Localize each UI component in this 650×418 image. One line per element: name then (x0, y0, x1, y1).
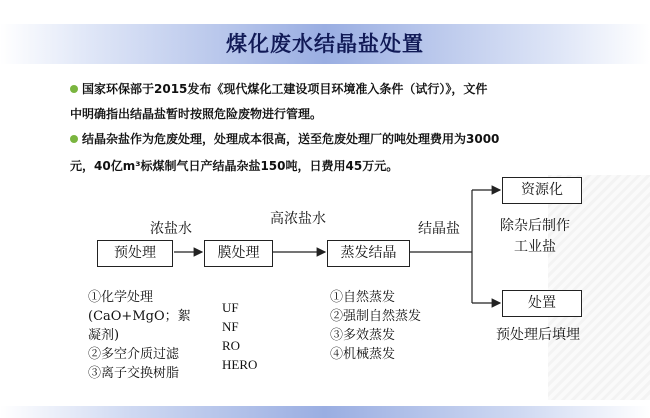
box-evaporation: 蒸发结晶 (327, 240, 410, 267)
membrane-method-uf: UF (222, 300, 239, 315)
box-disposal: 处置 (502, 290, 582, 317)
slide-title: 煤化废水结晶盐处置 (226, 32, 424, 56)
box-resource: 资源化 (502, 177, 582, 204)
disposal-note: 预处理后填埋 (496, 327, 580, 343)
resource-note-line-2: 工业盐 (514, 239, 556, 255)
label-high-concentrated-brine: 高浓盐水 (270, 211, 326, 227)
label-crystalline-salt: 结晶盐 (418, 221, 460, 237)
membrane-method-ro: RO (222, 338, 241, 353)
pre-method-1: ①化学处理 (88, 290, 154, 305)
pre-method-2: ②多空介质过滤 (88, 347, 180, 362)
bullet-2-line-2: 元，40亿m³标煤制气日产结晶杂盐150吨，日费用45万元。 (70, 159, 399, 173)
evap-method-2: ②强制自然蒸发 (330, 309, 422, 324)
evap-method-3: ③多效蒸发 (330, 328, 396, 343)
membrane-method-hero: HERO (222, 357, 258, 372)
pre-method-3: ③离子交换树脂 (88, 366, 180, 381)
bottom-band (0, 406, 650, 418)
pre-method-1-detail-b: 凝剂) (88, 328, 120, 343)
evap-method-1: ①自然蒸发 (330, 290, 396, 305)
bullet-1-line-2: 中明确指出结晶盐暂时按照危险废物进行管理。 (70, 107, 323, 121)
pre-method-1-detail-a: (CaO+MgO；絮 (88, 309, 191, 324)
label-concentrated-brine: 浓盐水 (150, 221, 192, 237)
bullet-1-line-1: 国家环保部于2015发布《现代煤化工建设项目环境准入条件（试行）》，文件 (82, 82, 488, 96)
box-membrane: 膜处理 (204, 240, 273, 267)
resource-note-line-1: 除杂后制作 (500, 218, 570, 234)
box-pretreatment: 预处理 (97, 240, 173, 267)
membrane-method-nf: NF (222, 319, 239, 334)
evap-method-4: ④机械蒸发 (330, 347, 396, 362)
bullet-2-line-1: 结晶杂盐作为危废处理，处理成本很高，送至危废处理厂的吨处理费用为3000 (82, 132, 500, 146)
